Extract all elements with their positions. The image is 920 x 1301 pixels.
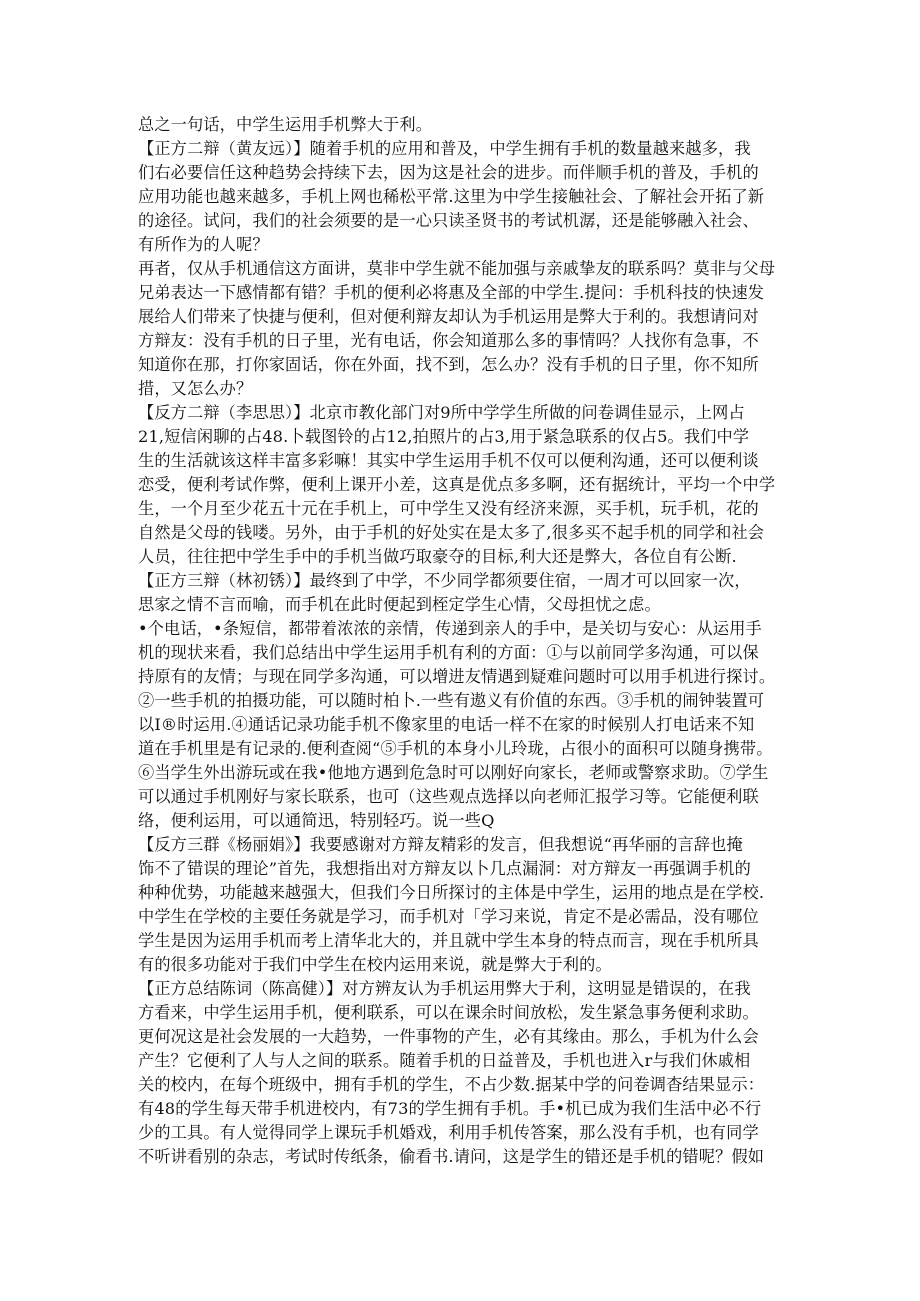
text-line: 【反方二辩（李思思）】北京市教化部门对9所中学学生所做的问卷调佳显示，上网占 bbox=[138, 403, 745, 422]
text-line: 少的工具。有人觉得同学上课玩手机婚戏，利用手机传答案，那么没有手机，也有同学 bbox=[138, 1123, 759, 1142]
text-line: 更何况这是社会发展的一大趋势，一件事物的产生，必有其缘由。那么，手机为什么会 bbox=[138, 1027, 759, 1046]
text-line: 应用功能也越来越多，手机上网也稀松平常.这里为中学生接触社会、了解社会开拓了新 bbox=[138, 187, 765, 206]
text-line: 恋受，便利考试作弊，便利上课开小差，这真是优点多多啊，还有据统计，平均一个中学 bbox=[138, 475, 776, 494]
text-line: 有48的学生每天带手机进校内，有73的学生拥有手机。手•机已成为我们生活中必不行 bbox=[138, 1099, 762, 1118]
text-line: 有的很多功能对于我们中学生在校内运用来说，就是弊大于利的。 bbox=[138, 955, 612, 974]
text-line: 【正方总结陈词（陈高健）】对方辨友认为手机运用弊大于利，这明显是错误的，在我 bbox=[138, 979, 751, 998]
text-line: 知道你在那，打你家固话，你在外面，找不到，怎么办？没有手机的日子里，你不知所 bbox=[138, 355, 759, 374]
text-line: 【正方二辩（黄友远）】随着手机的应用和普及，中学生拥有手机的数量越来越多，我 bbox=[138, 139, 751, 158]
text-line: 【反方三群《杨丽娟》】我要感谢对方辩友精彩的发言，但我想说“再华丽的言辞也掩 bbox=[138, 835, 743, 854]
text-line: 思家之情不言而喻，而手机在此时便起到桎定学生心情，父母担忧之虑。 bbox=[138, 595, 661, 614]
text-line: 方看来，中学生运用手机，便利联系，可以在课余时间放松，发生紧急事务便利求助。 bbox=[138, 1003, 759, 1022]
text-line: 展给人们带来了快捷与便利，但对便利辩友却认为手机运用是弊大于利的。我想请问对 bbox=[138, 307, 759, 326]
text-line: 21,短信闲聊的占48.卜载图铃的占12,拍照片的占3,用于紧急联系的仅占5。我们中学 bbox=[138, 427, 750, 446]
text-line: 的途径。试问，我们的社会须要的是一心只读圣贤书的考试机潺，还是能够融入社会、 bbox=[138, 211, 759, 230]
text-line: 生的生活就该这样丰富多彩嘛！其实中学生运用手机不仅可以便利沟通，还可以便利谈 bbox=[138, 451, 759, 470]
text-line: 持原有的友情；与现在同学多沟通，可以增进友情遇到疑难问题时可以用手机进行探讨。 bbox=[138, 667, 776, 686]
text-line: 人员，往往把中学生手中的手机当做巧取豪夺的目标,利大还是弊大，各位自有公断. bbox=[138, 547, 737, 566]
text-line: 关的校内，在每个班级中，拥有手机的学生，不占少数.据某中学的问卷调杳结果显示： bbox=[138, 1075, 765, 1094]
text-line: 络，便利运用，可以通简迅，特别轻巧。说一些Q bbox=[138, 811, 495, 830]
text-line: 措，又怎么办？ bbox=[138, 379, 253, 398]
text-line: ②一些手机的拍摄功能，可以随时柏卜.一些有遨义有价值的东西。③手机的闹钟装置可 bbox=[138, 691, 765, 710]
text-line: 方辩友：没有手机的日子里，光有电话，你会知道那么多的事情吗？人找你有急事，不 bbox=[138, 331, 759, 350]
text-line: 中学生在学校的主要任务就是学习，而手机对「学习来说，肯定不是必需品，没有哪位 bbox=[138, 907, 759, 926]
text-line: 【正方三辩（林初锈）】最终到了中学，不少同学都须要住宿，一周才可以回家一次， bbox=[138, 571, 751, 590]
text-line: 生，一个月至少花五十元在手机上，可中学生又没有经济来源，买手机，玩手机，花的 bbox=[138, 499, 759, 518]
text-line: 不听讲看别的杂志，考试时传纸条，偷看书.请问，这是学生的错还是手机的错呢？假如 bbox=[138, 1147, 765, 1166]
text-line: •个电话，•条短信，都带着浓浓的亲情，传递到亲人的手中，是关切与安心：从运用手 bbox=[138, 619, 762, 638]
text-line: 产生？它便利了人与人之间的联系。随着手机的日益普及，手机也进入r与我们休戚相 bbox=[138, 1051, 751, 1070]
text-line: 饰不了错误的理论”首先，我想指出对方辩友以卜几点漏洞：对方辩友一再强调手机的 bbox=[138, 859, 751, 878]
text-line: 可以通过手机刚好与家长联系，也可（这些观点选择以向老师汇报学习等。它能便利联 bbox=[138, 787, 759, 806]
text-line: 学生是因为运用手机而考上清华北大的，并且就中学生本身的特点而言，现在手机所具 bbox=[138, 931, 759, 950]
text-line: 兄弟表达一下感情都有错？手机的便利必将惠及全部的中学生.提问：手机科技的快速发 bbox=[138, 283, 765, 302]
text-line: 再者，仅从手机通信这方面讲，莫非中学生就不能加强与亲戚挚友的联系吗？莫非与父母 bbox=[138, 259, 776, 278]
text-line: 有所作为的人呢？ bbox=[138, 235, 269, 254]
text-line: 总之一句话，中学生运用手机弊大于利。 bbox=[138, 115, 433, 134]
text-line: 自然是父母的钱喽。另外，由于手机的好处实在是太多了,很多买不起手机的同学和社会 bbox=[138, 523, 765, 542]
text-line: 道在手机里是有记录的.便利查阅“⑤手机的本身小儿玲珑，占很小的面积可以随身携带。 bbox=[138, 739, 773, 758]
text-line: 以I®时运用.④通话记录功能手机不像家里的电话一样不在家的时候别人打电话来不知 bbox=[138, 715, 755, 734]
text-line: 种种优势，功能越来越强大，但我们今日所探讨的主体是中学生，运用的地点是在学校. bbox=[138, 883, 765, 902]
text-line: 机的现状来看，我们总结出中学生运用手机有利的方面：①与以前同学多沟通，可以保 bbox=[138, 643, 759, 662]
text-line: 们右必要信任这种趋势会持续下去，因为这是社会的进步。而伴顺手机的普及，手机的 bbox=[138, 163, 759, 182]
text-line: ⑥当学生外出游玩或在我•他地方遇到危急时可以刚好向家长，老师或警察求助。⑦学生 bbox=[138, 763, 769, 782]
